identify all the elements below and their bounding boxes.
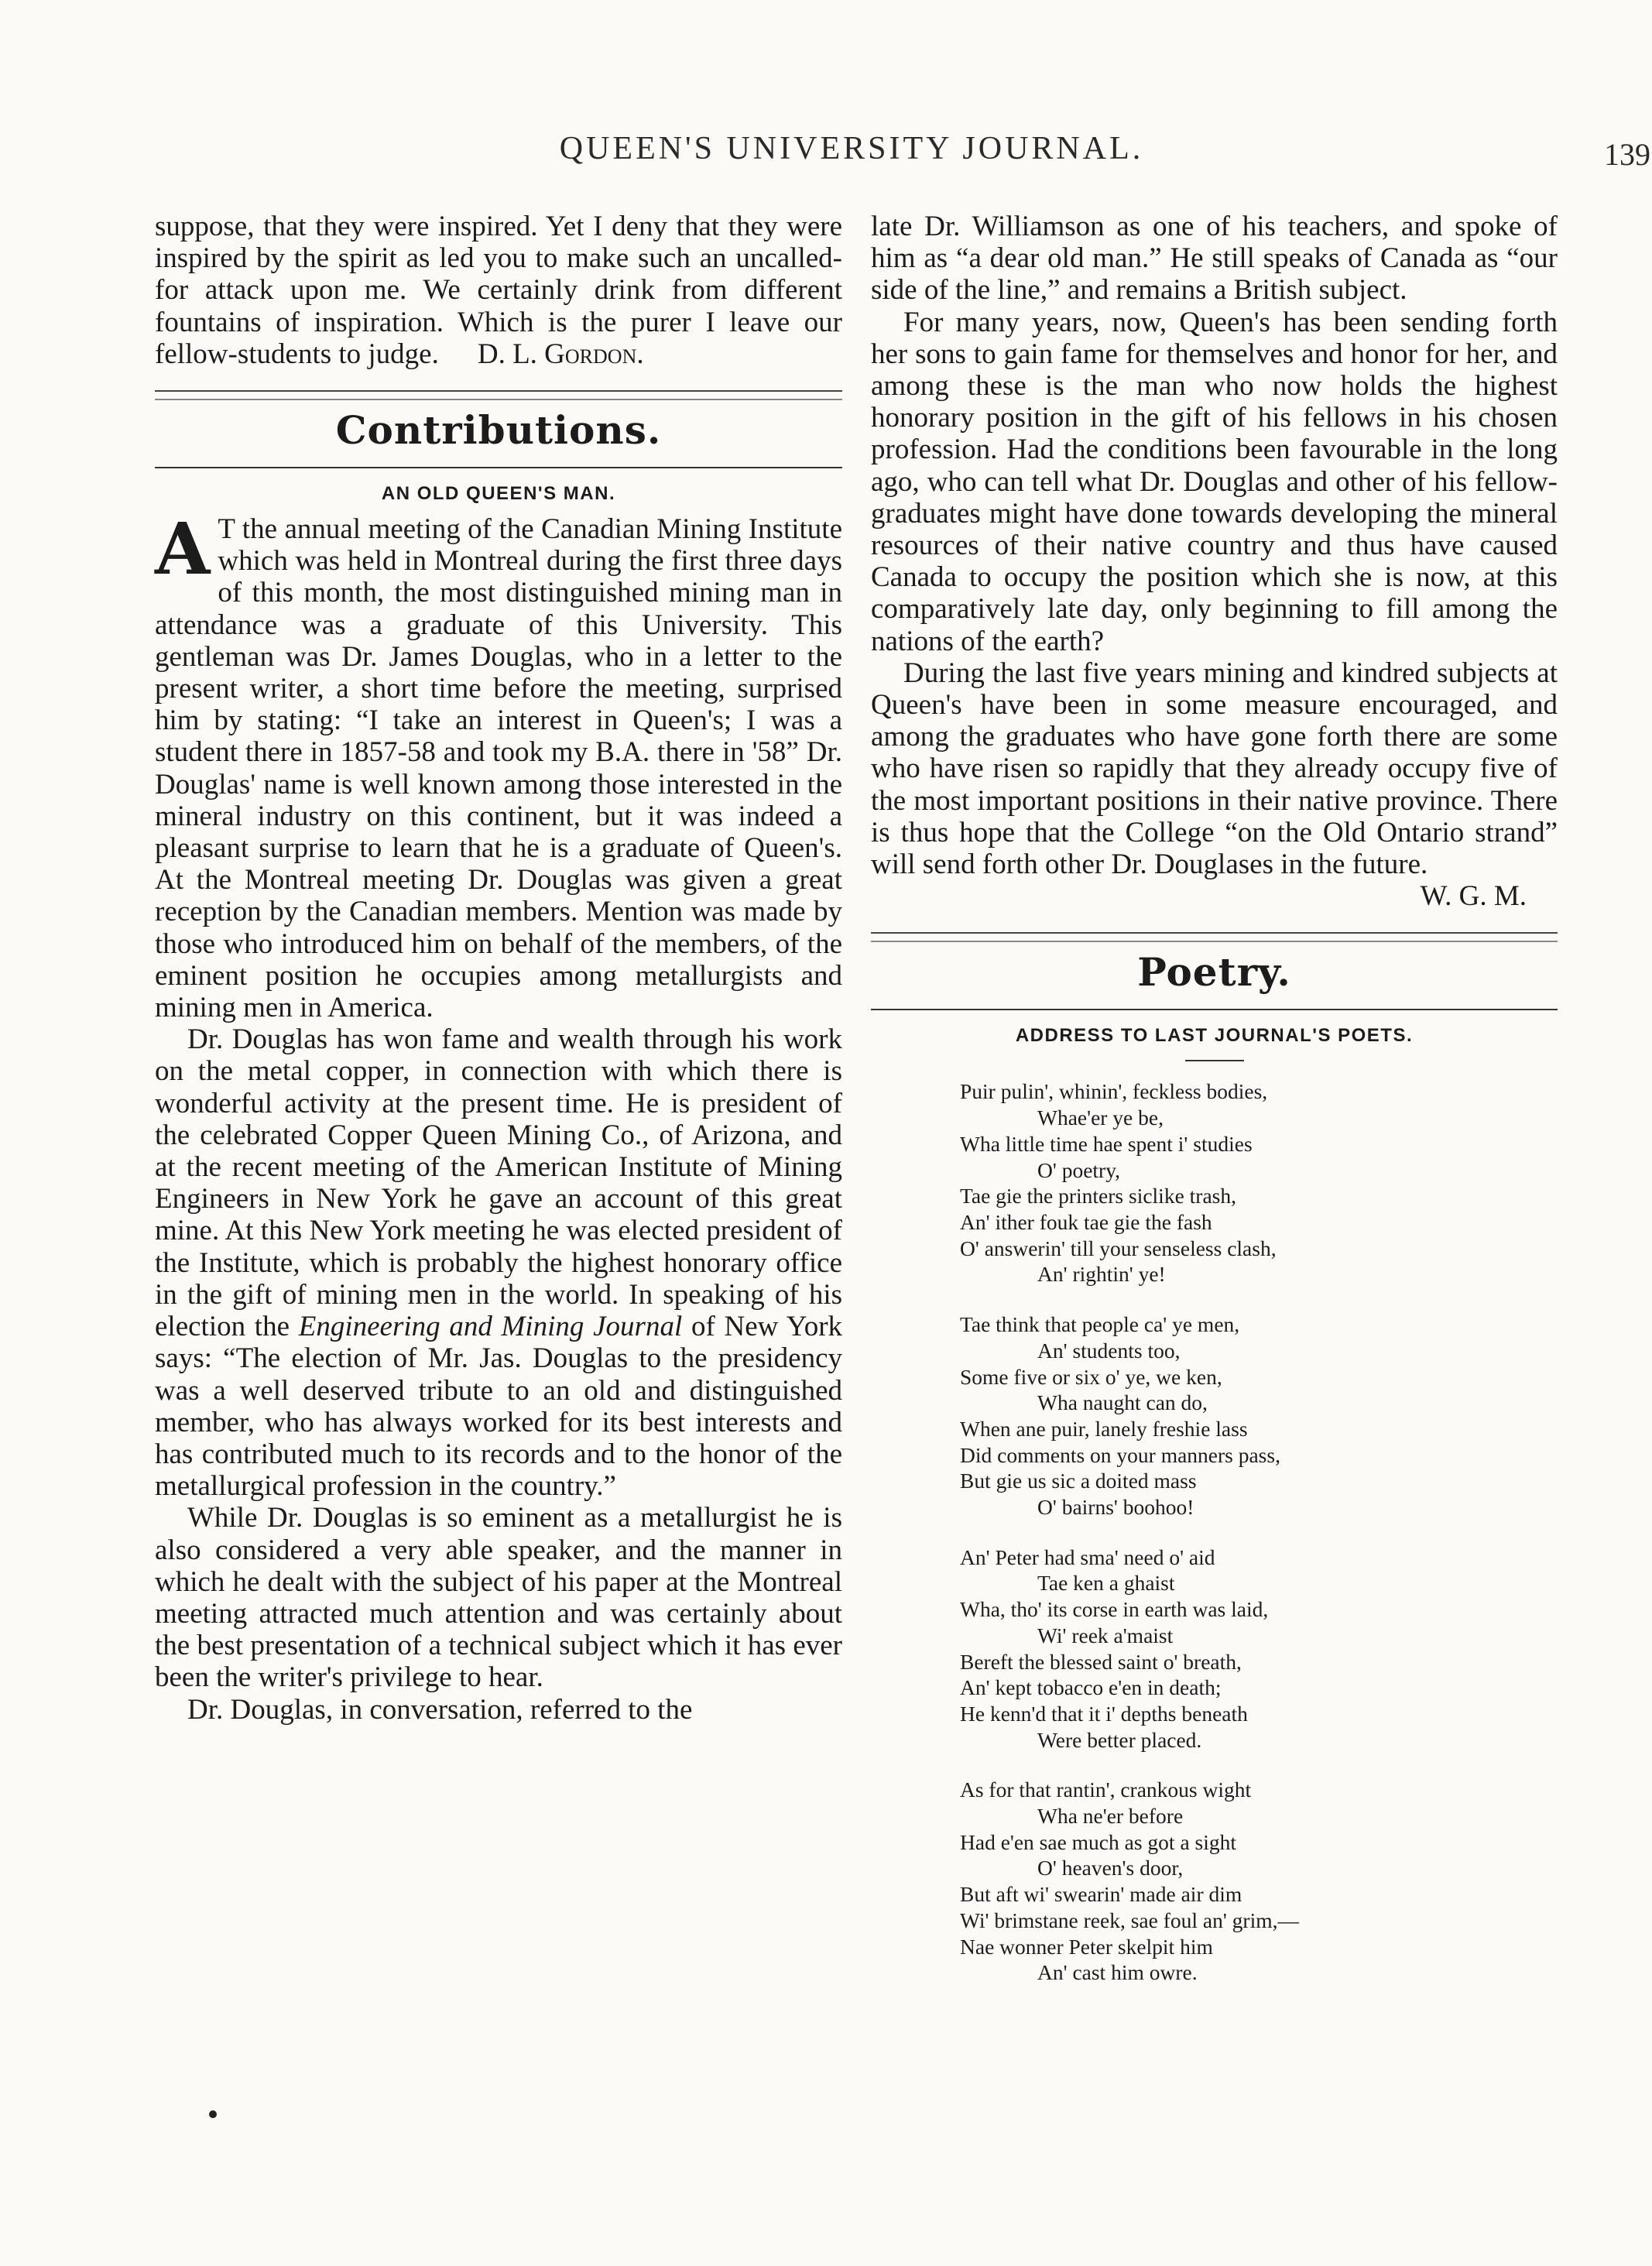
poem-line: Some five or six o' ye, we ken, <box>960 1364 1222 1389</box>
poem-line: Wha ne'er before <box>1037 1804 1184 1829</box>
article-paragraph-1 <box>155 507 842 1024</box>
poem-line: Nae wonner Peter skelpit him <box>960 1934 1213 1959</box>
journal-name: Engineering and Mining Journal <box>298 1311 683 1343</box>
poem-line: As for that rantin', crankous wight <box>960 1777 1252 1802</box>
poem-line: Puir pulin', whinin', feckless bodies, <box>960 1079 1268 1104</box>
poem-line: Tae gie the printers siclike trash, <box>960 1184 1236 1208</box>
drop-cap: A <box>155 507 211 591</box>
poetry-heading: Poetry. <box>1137 949 1291 996</box>
article-paragraph-3: While Dr. Douglas is so eminent as a metallurgist he is also considered a very able speaker, and the manner in which he dealt with the subject of his paper at the Montreal meeting attracted much attention and was certainly about the best presentation of a technical subject which it has ever been the writer's privilege to hear. <box>155 1502 842 1694</box>
poem-line: Wha, tho' its corse in earth was laid, <box>960 1597 1269 1622</box>
poem-stanza <box>871 1777 1558 1986</box>
poem-line: But aft wi' swearin' made air dim <box>960 1882 1242 1907</box>
article-paragraph-1-text: T the annual meeting of the Canadian Mining Institute which was held in Montreal during the first three days of this month, the most distinguished mining man in attendance was a graduate of this University. This gentleman was Dr. James Douglas, who in a letter to the present writer, a short time before the meeting, surprised him by stating: “I take an interest in Queen's; I was a student there in 1857-58 and took my B.A. there in '58” Dr. Douglas' name is well known among those interested in the mineral industry on this continent, but it was indeed a pleasant surprise to learn that he is a graduate of Queen's. At the Montreal meeting Dr. Douglas was given a great reception by the Canadian members. Mention was made by those who introduced him on behalf of the members, of the eminent position he occupies among metallurgists and mining men in America. <box>155 513 842 1024</box>
poem-line: Wi' brimstane reek, sae foul an' grim,— <box>960 1908 1299 1932</box>
article-paragraph-4: Dr. Douglas, in conversation, referred to the <box>187 1693 693 1726</box>
article-paragraph-2 <box>155 1023 842 1502</box>
poem-line: O' bairns' boohoo! <box>1037 1495 1194 1520</box>
page-number: 139 <box>1604 137 1650 172</box>
poem-stanza <box>871 1544 1558 1753</box>
poem-line: Did comments on your manners pass, <box>960 1442 1280 1467</box>
poem-stanza <box>871 1311 1558 1520</box>
poem-line: An' rightin' ye! <box>1037 1262 1166 1287</box>
left-column <box>155 211 842 1726</box>
poem-line: Wha naught can do, <box>1037 1390 1208 1415</box>
section-divider <box>155 390 842 400</box>
continuation-text: suppose, that they were inspired. Yet I deny that they were inspired by the spirit as led you to make such an uncalled-for attack upon me. We certainly drink from different fountains of inspiration. Which is the purer I leave our fellow-students to judge. <box>155 211 842 370</box>
article-title: AN OLD QUEEN'S MAN. <box>381 483 616 505</box>
poem-stanza <box>871 1078 1558 1287</box>
poem-line: When ane puir, lanely freshie lass <box>960 1416 1248 1441</box>
heading-rule <box>871 1009 1558 1010</box>
poem-line: Bereft the blessed saint o' breath, <box>960 1649 1242 1674</box>
article-paragraph-2-start: Dr. Douglas has won fame and wealth through his work on the metal copper, in connection with which there is wonderful activity at the present time. He is president of the celebrated Copper Queen Mining Co., of Arizona, and at the recent meeting of the American Institute of Mining Engineers in New York he gave an account of this great mine. At this New York meeting he was elected president of the Institute, which is probably the highest honorary office in the gift of mining men in the world. In speaking of his election the <box>155 1023 842 1343</box>
poem-line: An' cast him owre. <box>1037 1960 1198 1985</box>
right-column <box>871 211 1558 2010</box>
poem-line: O' heaven's door, <box>1037 1856 1184 1880</box>
poem-line: But gie us sic a doited mass <box>960 1469 1197 1493</box>
poem-line: Wha little time hae spent i' studies <box>960 1131 1253 1156</box>
poem-line: Were better placed. <box>1037 1727 1202 1752</box>
poem-line: An' students too, <box>1037 1338 1181 1363</box>
continuation-paragraph <box>155 211 842 370</box>
section-divider <box>871 932 1558 942</box>
poem-line: An' ither fouk tae gie the fash <box>960 1209 1212 1234</box>
poem-line: An' kept tobacco e'en in death; <box>960 1675 1222 1700</box>
poem-line: He kenn'd that it i' depths beneath <box>960 1701 1248 1726</box>
running-title: QUEEN'S UNIVERSITY JOURNAL. <box>559 131 1144 166</box>
contributions-heading: Contributions. <box>335 407 662 454</box>
article-paragraph-7: During the last five years mining and kindred subjects at Queen's have been in some measure encouraged, and among the graduates who have gone forth there are some who have risen so rapidly that they already occupy five of the most important positions in their native province. There is thus hope that the College “on the Old Ontario strand” will send forth other Dr. Douglases in the future. <box>871 656 1558 881</box>
poem-line: Tae think that people ca' ye men, <box>960 1312 1240 1337</box>
poem-title-rule <box>1185 1060 1244 1061</box>
article-paragraph-5: late Dr. Williamson as one of his teachers, and spoke of him as “a dear old man.” He still speaks of Canada as “our side of the line,” and remains a British subject. <box>871 211 1558 307</box>
continuation-signature: D. L. Gordon. <box>477 338 644 370</box>
poem <box>871 1078 1558 1986</box>
poem-line: O' poetry, <box>1037 1157 1121 1182</box>
article-signature: W. G. M. <box>1420 880 1527 913</box>
poem-title: ADDRESS TO LAST JOURNAL'S POETS. <box>1015 1025 1414 1047</box>
heading-rule <box>155 467 842 468</box>
ink-speck <box>209 2110 217 2118</box>
article-paragraph-2-end: of New York says: “The election of Mr. Jas. Douglas to the presidency was a well deserved tribute to an old and distinguished member, who has always worked for its best interests and has contributed much to its records and to the honor of the metallurgical profession in the country.” <box>155 1311 843 1503</box>
poem-line: O' answerin' till your senseless clash, <box>960 1236 1277 1260</box>
poem-line: Wi' reek a'maist <box>1037 1623 1174 1647</box>
poem-line: Tae ken a ghaist <box>1037 1571 1175 1596</box>
article-paragraph-6: For many years, now, Queen's has been sending forth her sons to gain fame for themselves and honor for her, and among these is the man who now holds the highest honorary position in the gift of his fellows in his chosen profession. Had the conditions been favourable in the long ago, who can tell what Dr. Douglas and other of his fellow-graduates might have done towards developing the mineral resources of their native country and thus have caused Canada to occupy the position which she is now, at this comparatively late day, only beginning to fill among the nations of the earth? <box>871 306 1558 657</box>
poem-line: Whae'er ye be, <box>1037 1106 1164 1130</box>
poem-line: An' Peter had sma' need o' aid <box>960 1544 1215 1569</box>
poem-line: Had e'en sae much as got a sight <box>960 1829 1237 1854</box>
